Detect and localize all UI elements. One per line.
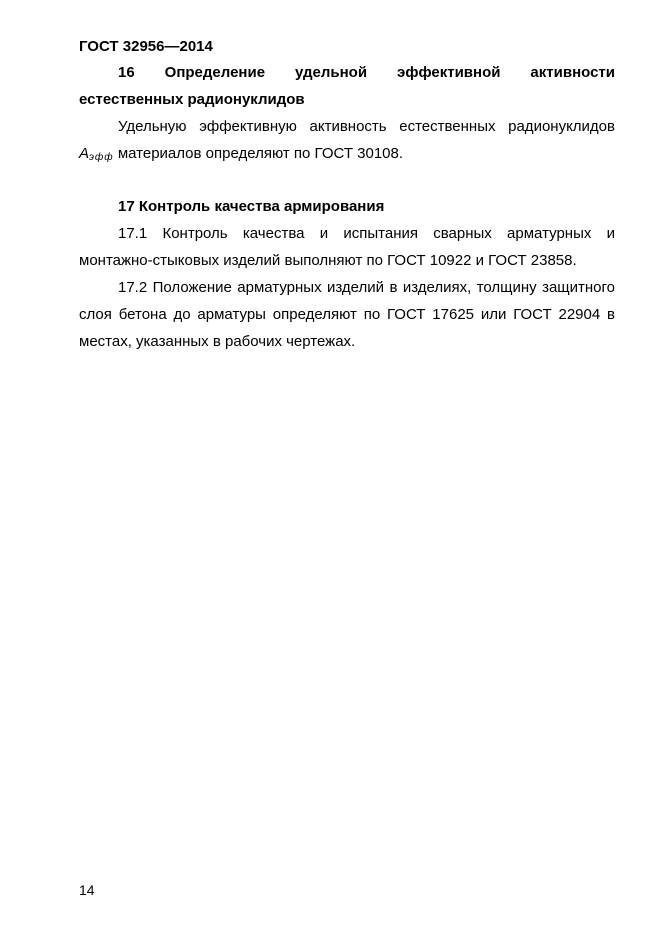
section-16-para-line2 bbox=[79, 140, 615, 171]
section-17-heading: 17 Контроль качества армирования bbox=[118, 198, 385, 215]
section-16-para-rest: материалов определяют по ГОСТ 30108. bbox=[113, 145, 404, 162]
activity-symbol: А bbox=[79, 145, 90, 162]
section-17 bbox=[79, 193, 615, 355]
section-16-heading-line1: 16 Определение удельной эффективной активности bbox=[118, 64, 615, 81]
section-16 bbox=[79, 59, 615, 171]
section-16-para-line1: Удельную эффективную активность естественных радионуклидов bbox=[118, 118, 615, 135]
page-number: 14 bbox=[79, 882, 95, 898]
activity-subscript: эфф bbox=[89, 152, 114, 163]
section-17-paragraph-2: 17.2 Положение арматурных изделий в изделиях, толщину защитного слоя бетона до арматуры определяют по ГОСТ 17625 или ГОСТ 22904 в местах, указанных в рабочих чертежах. bbox=[79, 279, 615, 350]
section-17-paragraph-1: 17.1 Контроль качества и испытания сварных арматурных и монтажно-стыковых изделий выполняют по ГОСТ 10922 и ГОСТ 23858. bbox=[79, 225, 615, 269]
section-16-heading-line2: естественных радионуклидов bbox=[79, 91, 305, 108]
document-header: ГОСТ 32956—2014 bbox=[79, 38, 213, 55]
